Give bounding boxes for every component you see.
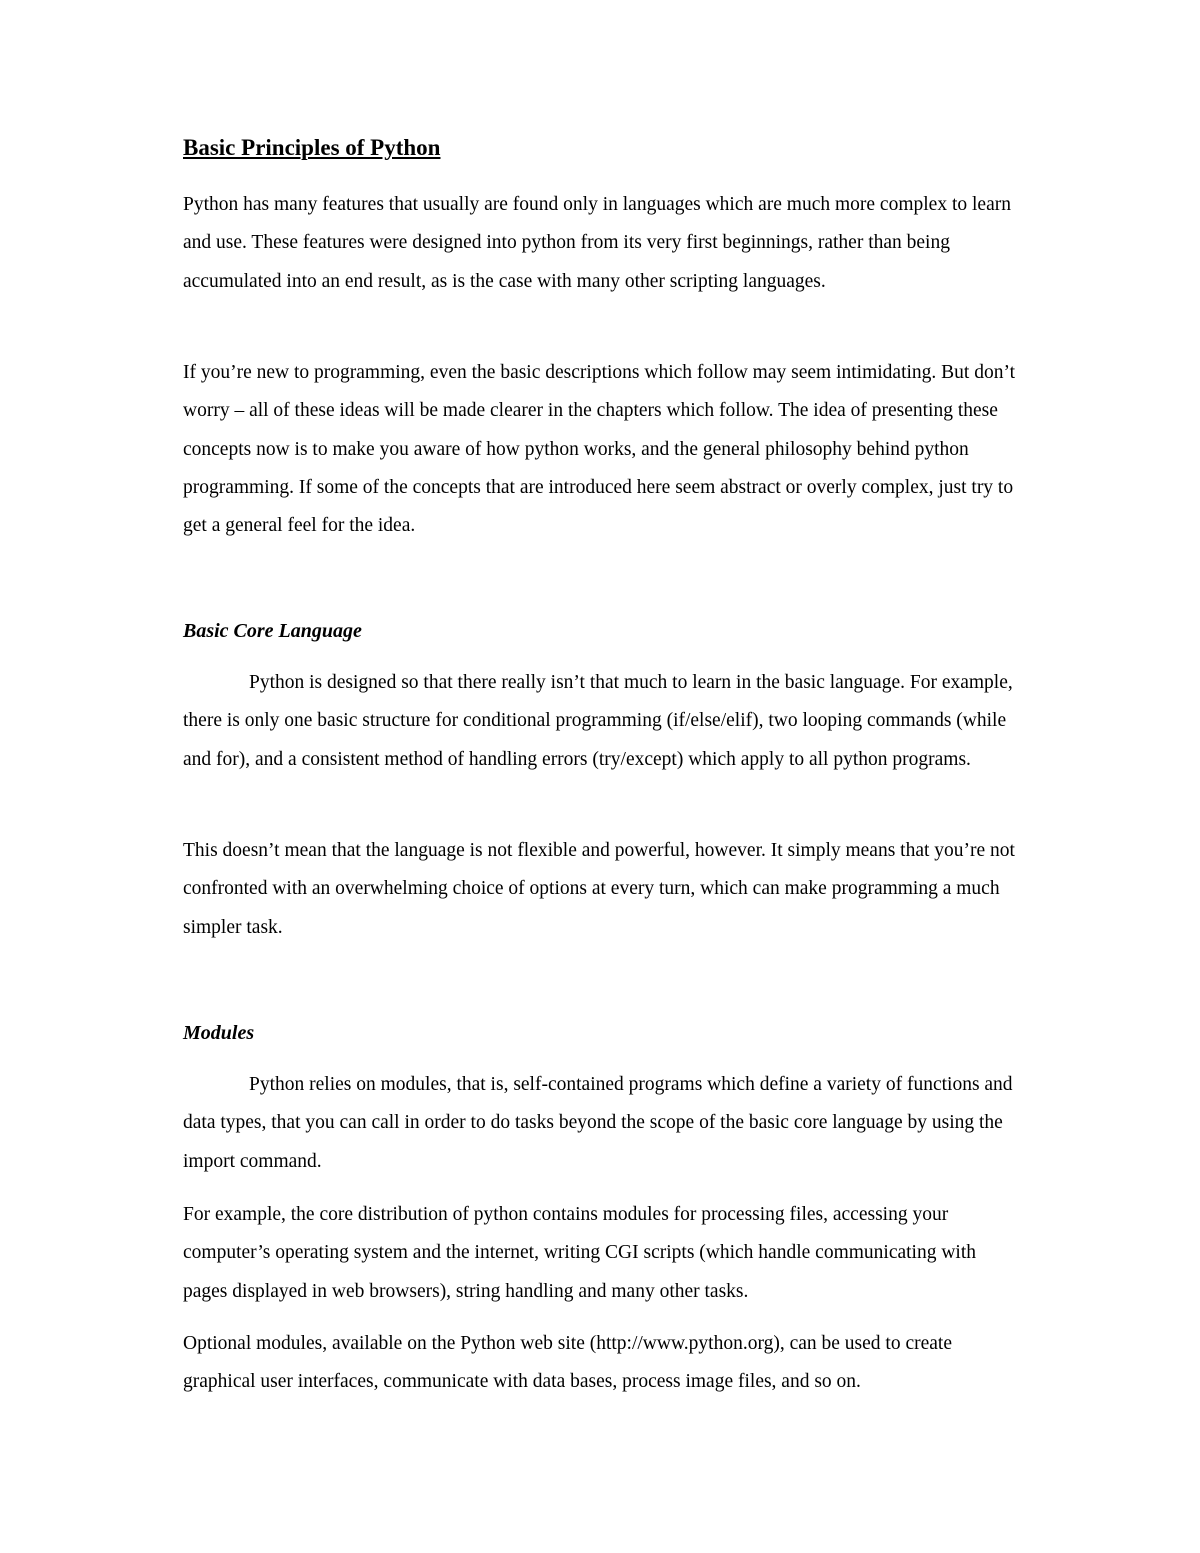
modules-paragraph-2: For example, the core distribution of python contains modules for processing files, accessing your computer’s operating system and the internet, writing CGI scripts (which handle communicating with pages displayed in web browsers), string handling and many other tasks. (183, 1204, 977, 1302)
core-language-paragraph-2: This doesn’t mean that the language is not flexible and powerful, however. It simply means that you’re not confronted with an overwhelming choice of options at every turn, which can make programming a much simpler task. (183, 840, 1015, 938)
intro-paragraph-2: If you’re new to programming, even the basic descriptions which follow may seem intimidating. But don’t worry – all of these ideas will be made clearer in the chapters which follow. The idea of presenting these concepts now is to make you aware of how python works, and the general philosophy behind python programming. If some of the concepts that are introduced here seem abstract or overly complex, just try to get a general feel for the idea. (183, 362, 1016, 537)
section-heading-modules: Modules (183, 1022, 255, 1044)
section-heading-basic-core-language: Basic Core Language (183, 620, 362, 642)
core-language-paragraph-1: Python is designed so that there really isn’t that much to learn in the basic language. For example, there is only one basic structure for conditional programming (if/else/elif), two looping commands (while and for), and a consistent method of handling errors (try/except) which apply to all python programs. (183, 672, 1013, 770)
modules-paragraph-1: Python relies on modules, that is, self-contained programs which define a variety of functions and data types, that you can call in order to do tasks beyond the scope of the basic core language by using the import command. (183, 1074, 1013, 1172)
intro-paragraph-1: Python has many features that usually are found only in languages which are much more complex to learn and use. These features were designed into python from its very first beginnings, rather than being accumulated into an end result, as is the case with many other scripting languages. (183, 194, 1011, 292)
modules-paragraph-3: Optional modules, available on the Python web site (http://www.python.org), can be used to create graphical user interfaces, communicate with data bases, process image files, and so on. (183, 1333, 952, 1393)
page-title: Basic Principles of Python (183, 135, 441, 160)
